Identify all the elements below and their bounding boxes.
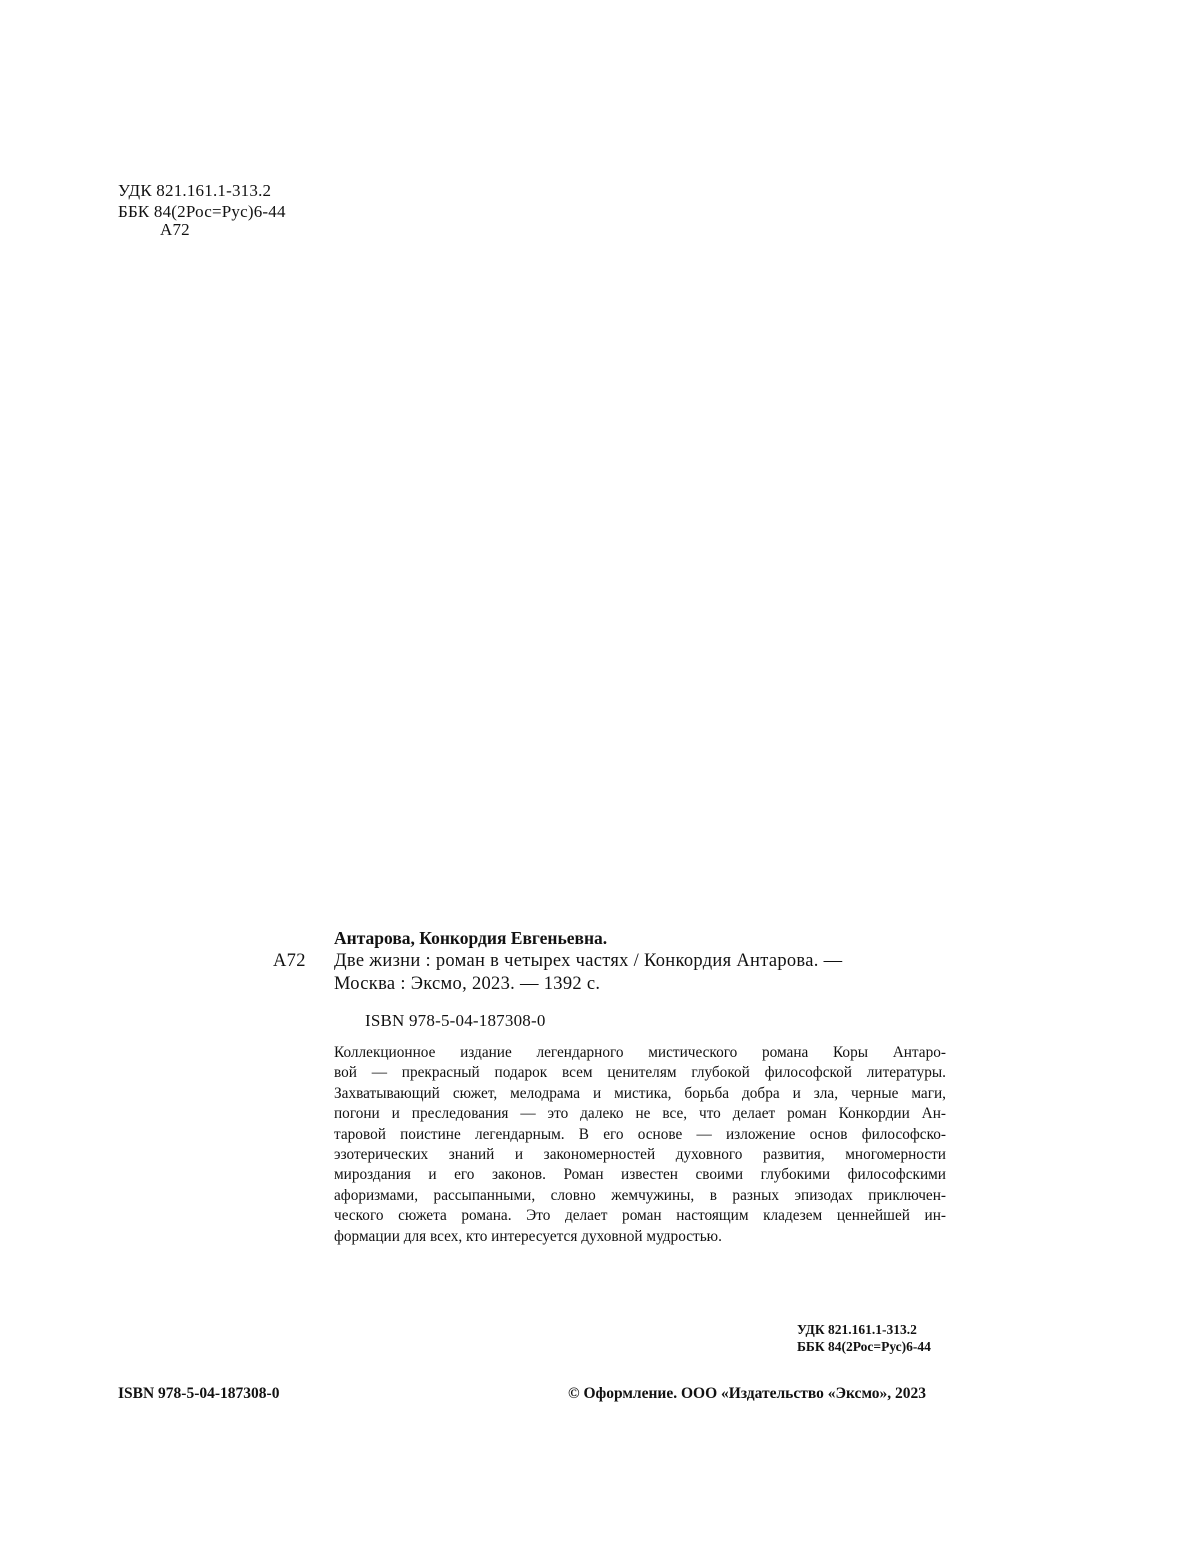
- annotation-line: погони и преследования — это далеко не все, что делает роман Конкордии Ан-: [334, 1105, 946, 1123]
- card-title-line-1: Две жизни : роман в четырех частях / Конкордия Антарова. —: [334, 951, 843, 971]
- card-annotation: [334, 1043, 946, 1247]
- annotation-line: ческого сюжета романа. Это делает роман настоящим кладезем ценнейшей ин-: [334, 1207, 946, 1225]
- annotation-line: эзотерических знаний и закономерностей духовного развития, многомерности: [334, 1146, 946, 1164]
- annotation-line: вой — прекрасный подарок всем ценителям глубокой философской литературы.: [334, 1064, 946, 1082]
- footer-isbn: ISBN 978-5-04-187308-0: [118, 1385, 280, 1402]
- card-title-line-2: Москва : Эксмо, 2023. — 1392 с.: [334, 974, 601, 994]
- top-udk-code: УДК 821.161.1-313.2: [118, 181, 272, 200]
- top-bbk-code: ББК 84(2Рос=Рус)6-44: [118, 202, 286, 221]
- top-author-mark: А72: [160, 220, 190, 239]
- annotation-line: таровой поистине легендарным. В его основе — изложение основ философско-: [334, 1125, 946, 1143]
- annotation-line: афоризмами, рассыпанными, словно жемчужины, в разных эпизодах приключен-: [334, 1186, 946, 1204]
- card-isbn: ISBN 978-5-04-187308-0: [365, 1011, 546, 1030]
- bottom-bbk-code: ББК 84(2Рос=Рус)6-44: [797, 1339, 931, 1354]
- annotation-line: Коллекционное издание легендарного мистического романа Коры Антаро-: [334, 1044, 946, 1061]
- card-author-mark: А72: [273, 951, 306, 971]
- footer-copyright: © Оформление. ООО «Издательство «Эксмо», 2023: [568, 1385, 927, 1402]
- card-author-heading: Антарова, Конкордия Евгеньевна.: [334, 928, 608, 948]
- annotation-line: формации для всех, кто интересуется духовной мудростью.: [334, 1227, 722, 1245]
- annotation-line: мироздания и его законов. Роман известен своими глубокими философскими: [334, 1166, 946, 1184]
- bottom-udk-code: УДК 821.161.1-313.2: [797, 1322, 917, 1337]
- annotation-line: Захватывающий сюжет, мелодрама и мистика, борьба добра и зла, черные маги,: [334, 1084, 946, 1102]
